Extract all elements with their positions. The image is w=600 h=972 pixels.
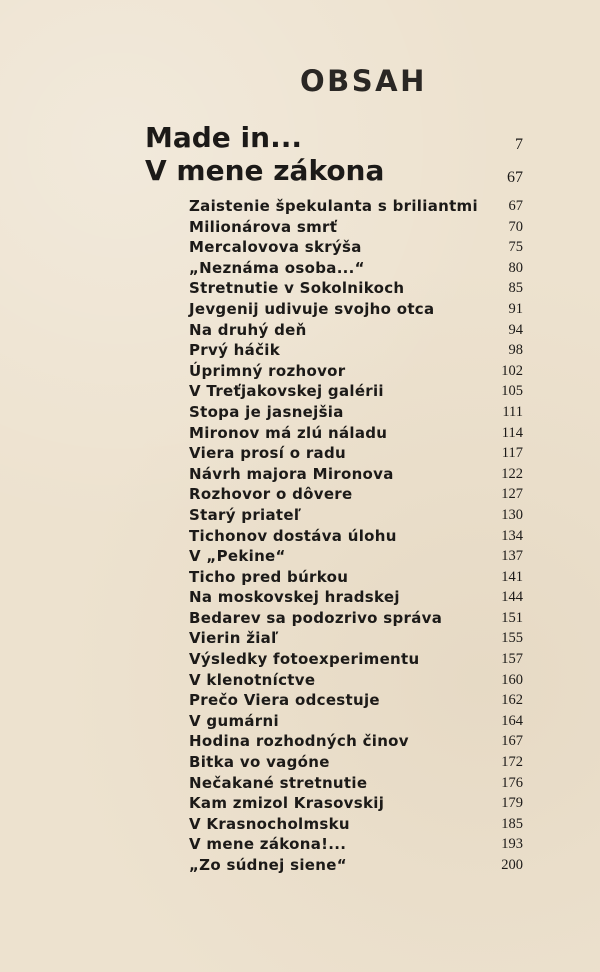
chapter-page-number: 141 (501, 568, 523, 585)
chapter-title: V Krasnocholmsku (189, 814, 350, 833)
chapter-page-number: 67 (508, 198, 523, 214)
chapter-page-number: 151 (501, 609, 523, 626)
chapter-page-number: 98 (508, 342, 523, 359)
chapter-entry (189, 299, 523, 320)
chapter-page-number: 185 (501, 815, 523, 832)
chapter-page-number: 144 (501, 589, 523, 606)
chapter-title: Hodina rozhodných činov (189, 732, 409, 751)
chapter-title: Mironov má zlú náladu (189, 423, 388, 442)
chapter-page-number: 179 (501, 795, 523, 812)
chapter-entry (189, 793, 523, 814)
chapter-title: Ticho pred búrkou (189, 567, 349, 586)
chapter-title: Výsledky fotoexperimentu (189, 650, 420, 669)
chapter-entry (189, 237, 523, 258)
part-title: Made in... (145, 121, 302, 154)
chapter-entry (189, 423, 523, 444)
chapter-title: Rozhovor o dôvere (189, 485, 353, 504)
chapter-title: „Zo súdnej siene“ (189, 856, 347, 874)
part-title: V mene zákona (145, 154, 385, 187)
chapter-title: Milionárova smrť (189, 217, 338, 236)
chapter-page-number: 200 (501, 857, 523, 873)
chapter-page-number: 114 (501, 424, 523, 441)
chapter-page-number: 134 (501, 527, 523, 544)
chapter-title: Stretnutie v Sokolnikoch (189, 279, 405, 298)
chapter-title: V Treťjakovskej galérii (189, 382, 384, 401)
chapter-entry (189, 711, 523, 732)
chapter-page-number: 162 (501, 692, 523, 709)
chapter-entry (189, 608, 523, 629)
chapter-page-number: 91 (508, 300, 523, 317)
chapter-entry (189, 649, 523, 670)
chapter-entry (189, 340, 523, 361)
chapter-title: Jevgenij udivuje svojho otca (189, 299, 435, 318)
chapter-title: Viera prosí o radu (189, 444, 346, 463)
chapter-page-number: 70 (508, 218, 523, 235)
chapter-entry (189, 258, 523, 279)
chapter-entry (189, 464, 523, 485)
part-page-number: 7 (515, 136, 523, 153)
chapter-page-number: 176 (501, 774, 523, 791)
chapter-title: V gumárni (189, 711, 279, 730)
chapter-entry (189, 402, 523, 423)
chapter-entry (189, 320, 523, 341)
chapter-title: V „Pekine“ (189, 547, 286, 566)
chapter-title: Bitka vo vagóne (189, 753, 330, 772)
chapter-title: „Neznáma osoba...“ (189, 258, 365, 277)
chapter-title: Úprimný rozhovor (189, 361, 346, 380)
chapter-title: Kam zmizol Krasovskij (189, 794, 385, 813)
chapter-page-number: 80 (508, 259, 523, 276)
chapter-entry (189, 484, 523, 505)
chapter-entry (189, 587, 523, 608)
chapter-entry (189, 628, 523, 649)
chapter-entry (189, 526, 523, 547)
chapter-page-number: 130 (501, 506, 523, 523)
chapter-entry (189, 546, 523, 567)
chapter-title: Na druhý deň (189, 320, 307, 339)
chapter-page-number: 160 (501, 671, 523, 688)
chapter-entry (189, 505, 523, 526)
chapter-page-number: 193 (501, 836, 523, 853)
chapter-page-number: 155 (501, 630, 523, 647)
chapter-entry (189, 752, 523, 773)
chapter-entry (189, 670, 523, 691)
chapter-entry (189, 814, 523, 835)
chapter-entry (189, 217, 523, 238)
chapter-list (189, 196, 523, 876)
chapter-entry (189, 690, 523, 711)
chapter-page-number: 164 (501, 712, 523, 729)
chapter-page-number: 105 (501, 383, 523, 400)
chapter-page-number: 122 (501, 465, 523, 482)
chapter-entry (189, 278, 523, 299)
toc-heading: OBSAH (300, 64, 427, 98)
chapter-page-number: 94 (508, 321, 523, 338)
part-page-number: 67 (507, 169, 523, 186)
chapter-page-number: 102 (501, 362, 523, 379)
chapter-page-number: 167 (501, 733, 523, 750)
chapter-page-number: 85 (508, 280, 523, 297)
chapter-title: Bedarev sa podozrivo správa (189, 608, 443, 627)
chapter-title: Prečo Viera odcestuje (189, 691, 380, 710)
chapter-title: Mercalovova skrýša (189, 238, 362, 257)
chapter-page-number: 111 (502, 403, 523, 420)
part-entry (145, 153, 523, 193)
chapter-entry (189, 443, 523, 464)
chapter-title: Stopa je jasnejšia (189, 402, 344, 421)
chapter-page-number: 157 (501, 651, 523, 668)
chapter-page-number: 137 (501, 548, 523, 565)
chapter-entry (189, 196, 523, 217)
chapter-page-number: 117 (501, 445, 523, 462)
chapter-entry (189, 567, 523, 588)
chapter-title: Nečakané stretnutie (189, 773, 368, 792)
chapter-entry (189, 361, 523, 382)
chapter-entry (189, 834, 523, 855)
chapter-page-number: 172 (501, 754, 523, 771)
chapter-title: V klenotníctve (189, 670, 316, 689)
chapter-title: Vierin žiaľ (189, 629, 279, 648)
chapter-title: Zaistenie špekulanta s briliantmi (189, 197, 478, 215)
chapter-title: V mene zákona!... (189, 835, 347, 854)
chapter-page-number: 75 (508, 239, 523, 256)
chapter-entry (189, 381, 523, 402)
chapter-title: Na moskovskej hradskej (189, 588, 400, 607)
chapter-title: Starý priateľ (189, 505, 302, 524)
chapter-title: Tichonov dostáva úlohu (189, 526, 397, 545)
chapter-page-number: 127 (501, 486, 523, 503)
chapter-entry (189, 855, 523, 876)
chapter-title: Návrh majora Mironova (189, 464, 394, 483)
chapter-entry (189, 731, 523, 752)
chapter-title: Prvý háčik (189, 341, 280, 360)
chapter-entry (189, 773, 523, 794)
